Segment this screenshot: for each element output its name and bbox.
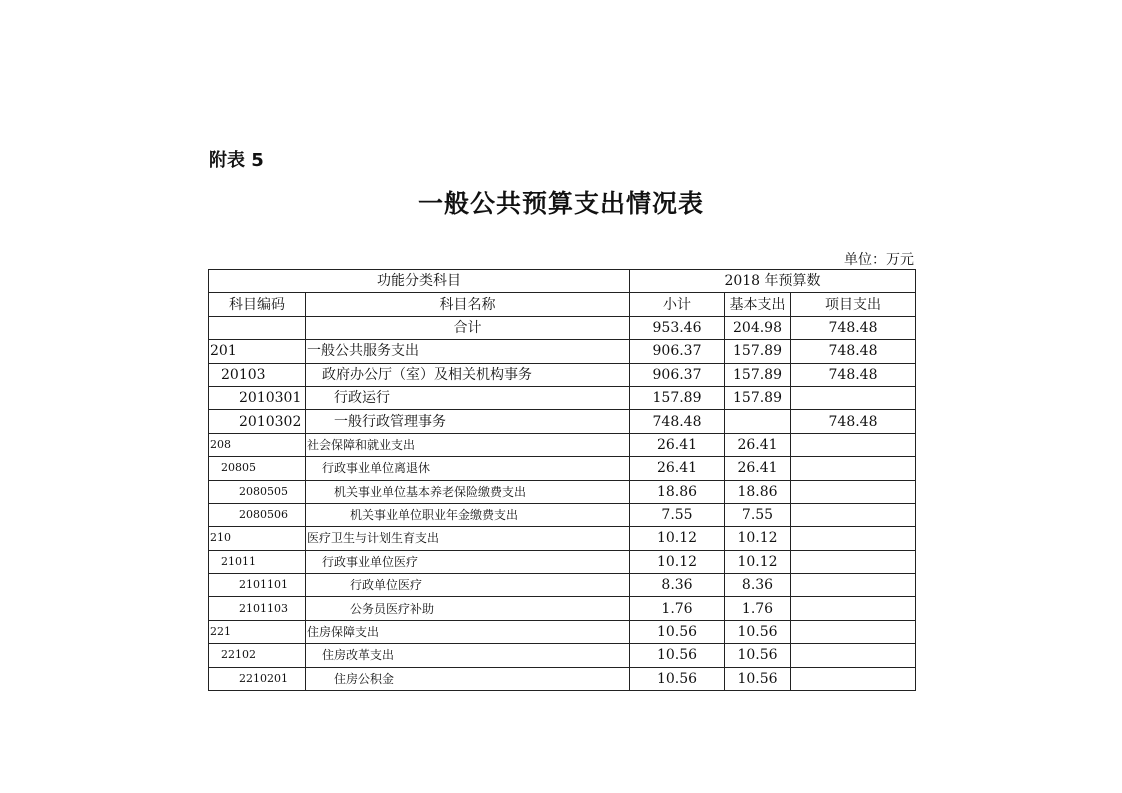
header-subtotal: 小计	[630, 293, 725, 316]
basic-cell: 204.98	[725, 316, 791, 339]
project-cell	[791, 527, 916, 550]
table-row	[209, 363, 916, 386]
code-cell: 221	[209, 620, 306, 643]
subtotal-cell: 1.76	[630, 597, 725, 620]
table-row	[209, 597, 916, 620]
basic-cell: 157.89	[725, 363, 791, 386]
header-code: 科目编码	[209, 293, 306, 316]
project-cell	[791, 574, 916, 597]
name-cell: 住房改革支出	[306, 644, 630, 667]
project-cell	[791, 386, 916, 409]
basic-cell: 10.12	[725, 527, 791, 550]
project-cell	[791, 644, 916, 667]
project-cell	[791, 550, 916, 573]
subtotal-cell: 748.48	[630, 410, 725, 433]
subtotal-cell: 10.12	[630, 550, 725, 573]
subtotal-cell: 10.56	[630, 620, 725, 643]
subtotal-cell: 26.41	[630, 433, 725, 456]
code-cell: 2080506	[209, 503, 306, 526]
table-row	[209, 433, 916, 456]
code-cell: 20103	[209, 363, 306, 386]
table-row	[209, 620, 916, 643]
name-cell: 政府办公厅（室）及相关机构事务	[306, 363, 630, 386]
subtotal-cell: 10.56	[630, 644, 725, 667]
basic-cell: 157.89	[725, 340, 791, 363]
code-cell: 2010302	[209, 410, 306, 433]
table-row	[209, 503, 916, 526]
header-budget-year: 2018 年预算数	[630, 270, 916, 293]
basic-cell: 18.86	[725, 480, 791, 503]
table-row	[209, 644, 916, 667]
subtotal-cell: 26.41	[630, 457, 725, 480]
basic-cell: 1.76	[725, 597, 791, 620]
table-row	[209, 340, 916, 363]
name-cell: 合计	[306, 316, 630, 339]
project-cell: 748.48	[791, 410, 916, 433]
name-cell: 机关事业单位基本养老保险缴费支出	[306, 480, 630, 503]
table-row	[209, 480, 916, 503]
project-cell	[791, 620, 916, 643]
code-cell: 2101101	[209, 574, 306, 597]
subtotal-cell: 10.56	[630, 667, 725, 690]
project-cell	[791, 480, 916, 503]
name-cell: 行政事业单位医疗	[306, 550, 630, 573]
header-project: 项目支出	[791, 293, 916, 316]
name-cell: 住房公积金	[306, 667, 630, 690]
code-cell: 201	[209, 340, 306, 363]
code-cell: 2080505	[209, 480, 306, 503]
subtotal-cell: 157.89	[630, 386, 725, 409]
code-cell: 2101103	[209, 597, 306, 620]
header-name: 科目名称	[306, 293, 630, 316]
basic-cell: 10.56	[725, 644, 791, 667]
subtotal-cell: 906.37	[630, 363, 725, 386]
basic-cell: 26.41	[725, 457, 791, 480]
basic-cell	[725, 410, 791, 433]
basic-cell: 8.36	[725, 574, 791, 597]
budget-table	[208, 269, 916, 691]
attachment-label: 附表 5	[209, 150, 264, 171]
header-row-group	[209, 270, 916, 293]
code-cell: 2210201	[209, 667, 306, 690]
name-cell: 行政运行	[306, 386, 630, 409]
subtotal-cell: 953.46	[630, 316, 725, 339]
code-cell: 2010301	[209, 386, 306, 409]
name-cell: 一般公共服务支出	[306, 340, 630, 363]
table-row	[209, 667, 916, 690]
project-cell	[791, 597, 916, 620]
header-basic: 基本支出	[725, 293, 791, 316]
subtotal-cell: 906.37	[630, 340, 725, 363]
project-cell: 748.48	[791, 363, 916, 386]
subtotal-cell: 18.86	[630, 480, 725, 503]
basic-cell: 157.89	[725, 386, 791, 409]
name-cell: 一般行政管理事务	[306, 410, 630, 433]
project-cell	[791, 503, 916, 526]
name-cell: 机关事业单位职业年金缴费支出	[306, 503, 630, 526]
basic-cell: 26.41	[725, 433, 791, 456]
name-cell: 行政单位医疗	[306, 574, 630, 597]
code-cell: 22102	[209, 644, 306, 667]
table-row	[209, 527, 916, 550]
subtotal-cell: 8.36	[630, 574, 725, 597]
table-row	[209, 316, 916, 339]
name-cell: 行政事业单位离退休	[306, 457, 630, 480]
code-cell: 20805	[209, 457, 306, 480]
table-row	[209, 410, 916, 433]
header-function-category: 功能分类科目	[209, 270, 630, 293]
table-row	[209, 457, 916, 480]
basic-cell: 10.56	[725, 667, 791, 690]
name-cell: 医疗卫生与计划生育支出	[306, 527, 630, 550]
table-row	[209, 386, 916, 409]
name-cell: 社会保障和就业支出	[306, 433, 630, 456]
name-cell: 公务员医疗补助	[306, 597, 630, 620]
subtotal-cell: 7.55	[630, 503, 725, 526]
unit-label: 单位：万元	[844, 252, 914, 268]
page-title: 一般公共预算支出情况表	[417, 189, 704, 218]
basic-cell: 7.55	[725, 503, 791, 526]
basic-cell: 10.56	[725, 620, 791, 643]
project-cell: 748.48	[791, 316, 916, 339]
table-row	[209, 574, 916, 597]
name-cell: 住房保障支出	[306, 620, 630, 643]
code-cell: 210	[209, 527, 306, 550]
project-cell	[791, 667, 916, 690]
project-cell: 748.48	[791, 340, 916, 363]
code-cell: 21011	[209, 550, 306, 573]
header-row-columns	[209, 293, 916, 316]
basic-cell: 10.12	[725, 550, 791, 573]
project-cell	[791, 457, 916, 480]
subtotal-cell: 10.12	[630, 527, 725, 550]
code-cell	[209, 316, 306, 339]
project-cell	[791, 433, 916, 456]
table-row	[209, 550, 916, 573]
code-cell: 208	[209, 433, 306, 456]
